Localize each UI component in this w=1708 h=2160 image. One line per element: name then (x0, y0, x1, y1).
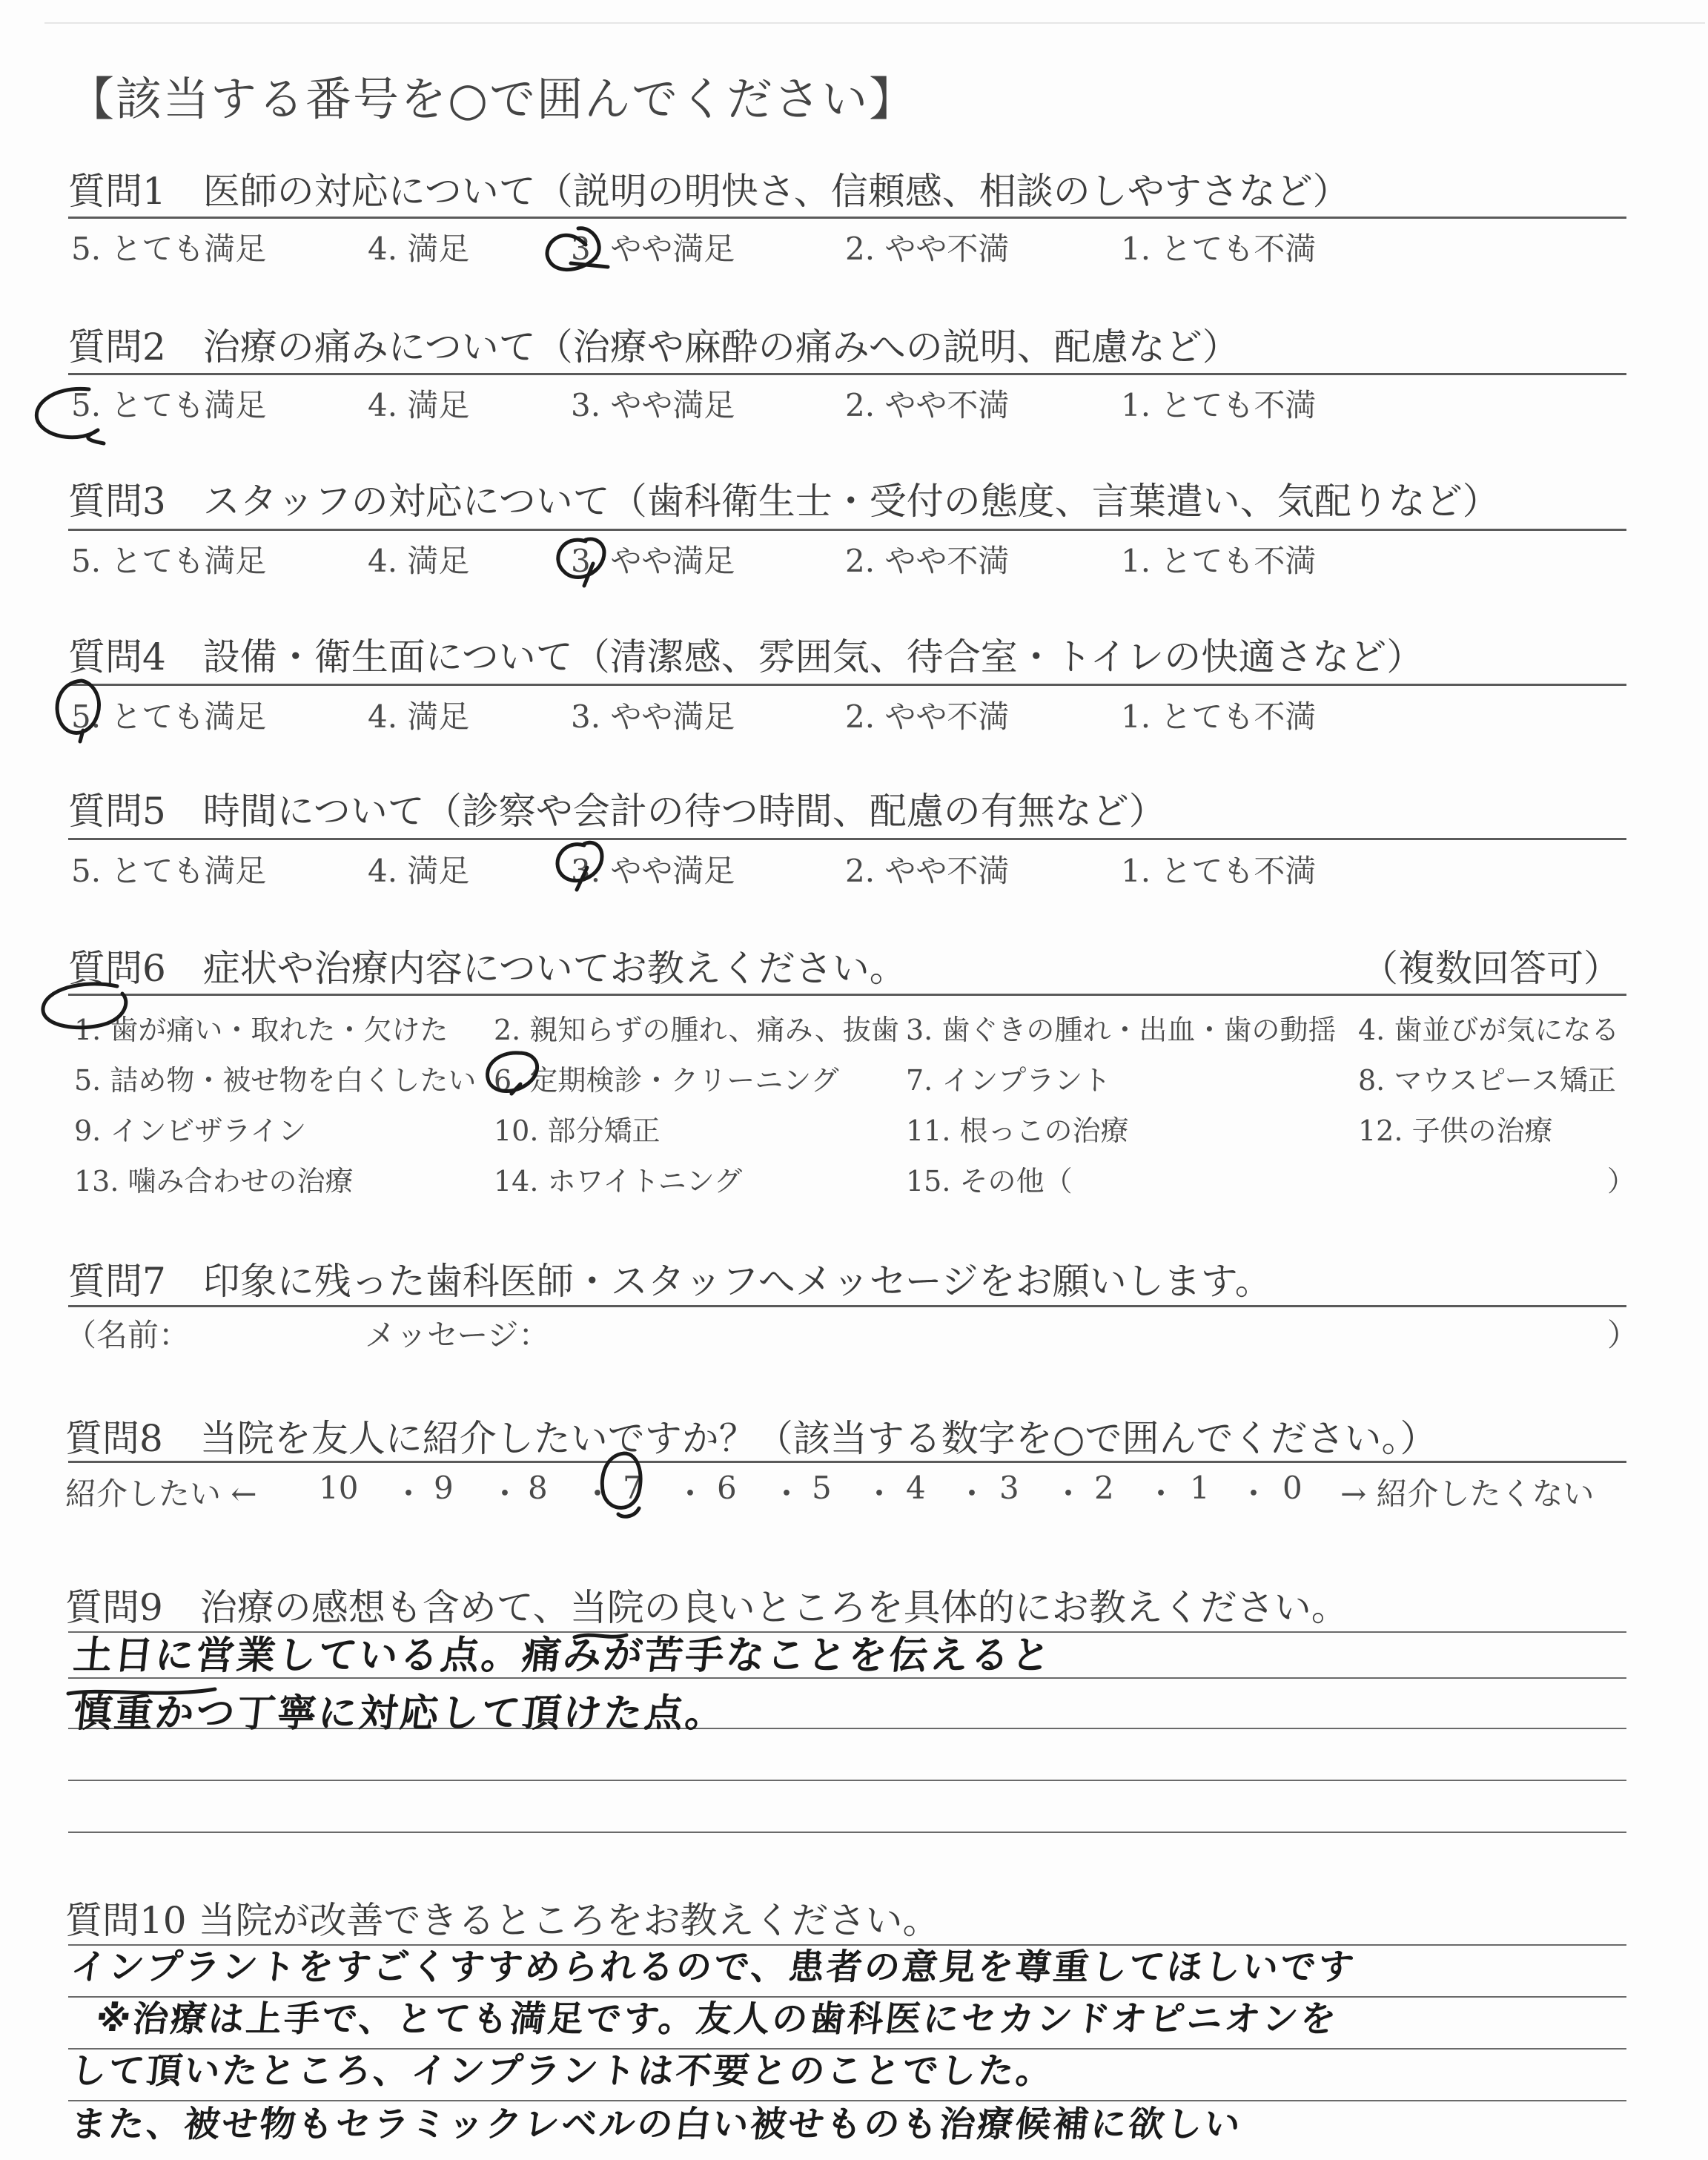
q4-option-5[interactable]: 5. とても満足 (71, 698, 267, 735)
q6-circle-mark-6 (488, 1053, 537, 1094)
q5-option-5[interactable]: 5. とても満足 (71, 853, 267, 889)
q8-scale-3[interactable]: 3 (999, 1470, 1019, 1506)
q8-scale-separator: ・ (582, 1476, 614, 1512)
q6-option-13[interactable]: 13. 噛み合わせの治療 (74, 1165, 354, 1198)
q6-option-5[interactable]: 5. 詰め物・被せ物を白くしたい (74, 1064, 477, 1097)
q8-scale-separator: ・ (675, 1476, 706, 1512)
q2-option-1[interactable]: 1. とても不満 (1121, 387, 1317, 423)
q6-option-1[interactable]: 1. 歯が痛い・取れた・欠けた (74, 1014, 448, 1046)
q1-option-4[interactable]: 4. 満足 (368, 231, 470, 267)
question-5-title: 質問5 時間について（診察や会計の待つ時間、配慮の有無など） (68, 790, 1166, 833)
q5-option-4[interactable]: 4. 満足 (368, 853, 470, 889)
q8-circle-mark-7 (602, 1453, 640, 1516)
question-2-title: 質問2 治療の痛みについて（治療や麻酔の痛みへの説明、配慮など） (68, 326, 1239, 369)
q6-option-11[interactable]: 11. 根っこの治療 (906, 1114, 1129, 1147)
q6-option-3[interactable]: 3. 歯ぐきの腫れ・出血・歯の動揺 (906, 1014, 1337, 1046)
q9-answer-line-1: 土日に営業している点。痛みが苦手なことを伝えると (71, 1634, 1055, 1678)
q3-option-4[interactable]: 4. 満足 (368, 543, 470, 579)
q8-scale-7[interactable]: 7 (623, 1470, 643, 1506)
q9-strike-2 (68, 1689, 215, 1694)
q2-option-4[interactable]: 4. 満足 (368, 387, 470, 423)
q6-circle-mark-1 (43, 984, 126, 1028)
q10-answer-line-4: また、被せ物もセラミックレベルの白い被せものも治療候補に欲しい (68, 2104, 1245, 2145)
q6-option-15-close: ） (1607, 1165, 1636, 1198)
q6-option-4[interactable]: 4. 歯並びが気になる (1358, 1014, 1620, 1046)
q8-scale-5[interactable]: 5 (812, 1470, 832, 1506)
q3-option-1[interactable]: 1. とても不満 (1121, 543, 1317, 579)
q6-option-2[interactable]: 2. 親知らずの腫れ、痛み、抜歯 (494, 1014, 899, 1046)
q9-strike-1 (575, 1635, 626, 1637)
q10-answer-line-3: して頂いたところ、インプラントは不要とのことでした。 (68, 2050, 1056, 2092)
q8-scale-2[interactable]: 2 (1094, 1470, 1114, 1506)
q8-scale-8[interactable]: 8 (528, 1470, 548, 1506)
q3-option-2[interactable]: 2. やや不満 (845, 543, 1010, 579)
q8-scale-separator: ・ (771, 1476, 803, 1512)
q6-option-7[interactable]: 7. インプラント (906, 1064, 1111, 1097)
q7-message-label: メッセージ： (365, 1317, 550, 1353)
q5-circle-mark (557, 842, 602, 890)
q8-scale-separator: ・ (393, 1476, 425, 1512)
q5-option-2[interactable]: 2. やや不満 (845, 853, 1010, 889)
q6-option-9[interactable]: 9. インビザライン (74, 1114, 307, 1147)
q8-scale-separator: ・ (956, 1476, 988, 1512)
q9-answer-line-2: 慎重かつ丁寧に対応して頂けた点。 (71, 1691, 729, 1736)
q2-circle-mark (36, 389, 104, 443)
q4-circle-mark (57, 681, 99, 742)
question-10-title: 質問10 当院が改善できるところをお教えください。 (65, 1899, 940, 1942)
q8-scale-0[interactable]: 0 (1282, 1470, 1302, 1506)
q3-circle-mark (558, 539, 604, 586)
question-6-title: 質問6 症状や治療内容についてお教えください。 (68, 947, 907, 990)
q6-option-10[interactable]: 10. 部分矯正 (494, 1114, 661, 1147)
q4-option-4[interactable]: 4. 満足 (368, 698, 470, 735)
q8-scale-separator: ・ (1145, 1476, 1177, 1512)
q8-scale-6[interactable]: 6 (717, 1470, 737, 1506)
q7-name-label: （名前： (65, 1317, 191, 1353)
q6-option-6[interactable]: 6. 定期検診・クリーニング (494, 1064, 839, 1097)
q1-circle-mark (547, 228, 608, 270)
q3-option-3[interactable]: 3. やや満足 (571, 543, 735, 579)
q8-left-label: 紹介したい ← (65, 1476, 257, 1512)
q1-option-3[interactable]: 3. やや満足 (571, 231, 735, 267)
q8-scale-separator: ・ (1053, 1476, 1085, 1512)
q8-scale-10[interactable]: 10 (319, 1470, 359, 1506)
q1-option-2[interactable]: 2. やや不満 (845, 231, 1010, 267)
question-9-title: 質問9 治療の感想も含めて、当院の良いところを具体的にお教えください。 (65, 1586, 1348, 1629)
q10-answer-line-2: ※治療は上手で、とても満足です。友人の歯科医にセカンドオピニオンを (93, 1998, 1340, 2040)
page-heading: 【該当する番号を○で囲んでください】 (68, 72, 917, 126)
question-7-title: 質問7 印象に残った歯科医師・スタッフへメッセージをお願いします。 (68, 1260, 1272, 1303)
q6-option-8[interactable]: 8. マウスピース矯正 (1358, 1064, 1616, 1097)
q5-option-1[interactable]: 1. とても不満 (1121, 853, 1317, 889)
q2-option-3[interactable]: 3. やや満足 (571, 387, 735, 423)
q6-option-14[interactable]: 14. ホワイトニング (494, 1165, 743, 1198)
q8-scale-separator: ・ (864, 1476, 896, 1512)
q6-option-15[interactable]: 15. その他（ (906, 1165, 1073, 1198)
q6-option-12[interactable]: 12. 子供の治療 (1358, 1114, 1553, 1147)
question-3-title: 質問3 スタッフの対応について（歯科衛生士・受付の態度、言葉遣い、気配りなど） (68, 480, 1500, 523)
question-6-note: （複数回答可） (1361, 947, 1621, 990)
q8-scale-1[interactable]: 1 (1190, 1470, 1210, 1506)
q2-option-2[interactable]: 2. やや不満 (845, 387, 1010, 423)
q5-option-3[interactable]: 3. やや満足 (571, 853, 735, 889)
q3-option-5[interactable]: 5. とても満足 (71, 543, 267, 579)
q8-scale-separator: ・ (489, 1476, 521, 1512)
question-1-title: 質問1 医師の対応について（説明の明快さ、信頼感、相談のしやすさなど） (68, 170, 1350, 213)
q8-right-label: → 紹介したくない (1340, 1476, 1595, 1512)
q4-option-1[interactable]: 1. とても不満 (1121, 698, 1317, 735)
question-8-title: 質問8 当院を友人に紹介したいですか？（該当する数字を○で囲んでください。） (65, 1417, 1437, 1460)
question-4-title: 質問4 設備・衛生面について（清潔感、雰囲気、待合室・トイレの快適さなど） (68, 635, 1424, 678)
q8-scale-separator: ・ (1238, 1476, 1270, 1512)
q1-option-1[interactable]: 1. とても不満 (1121, 231, 1317, 267)
q7-close: ） (1607, 1317, 1639, 1353)
q8-scale-4[interactable]: 4 (906, 1470, 926, 1506)
q1-option-5[interactable]: 5. とても満足 (71, 231, 267, 267)
q10-answer-line-1: インプラントをすごくすすめられるので、患者の意見を尊重してほしいです (68, 1946, 1359, 1988)
q4-option-3[interactable]: 3. やや満足 (571, 698, 735, 735)
q8-scale-9[interactable]: 9 (434, 1470, 454, 1506)
q4-option-2[interactable]: 2. やや不満 (845, 698, 1010, 735)
q2-option-5[interactable]: 5. とても満足 (71, 387, 267, 423)
